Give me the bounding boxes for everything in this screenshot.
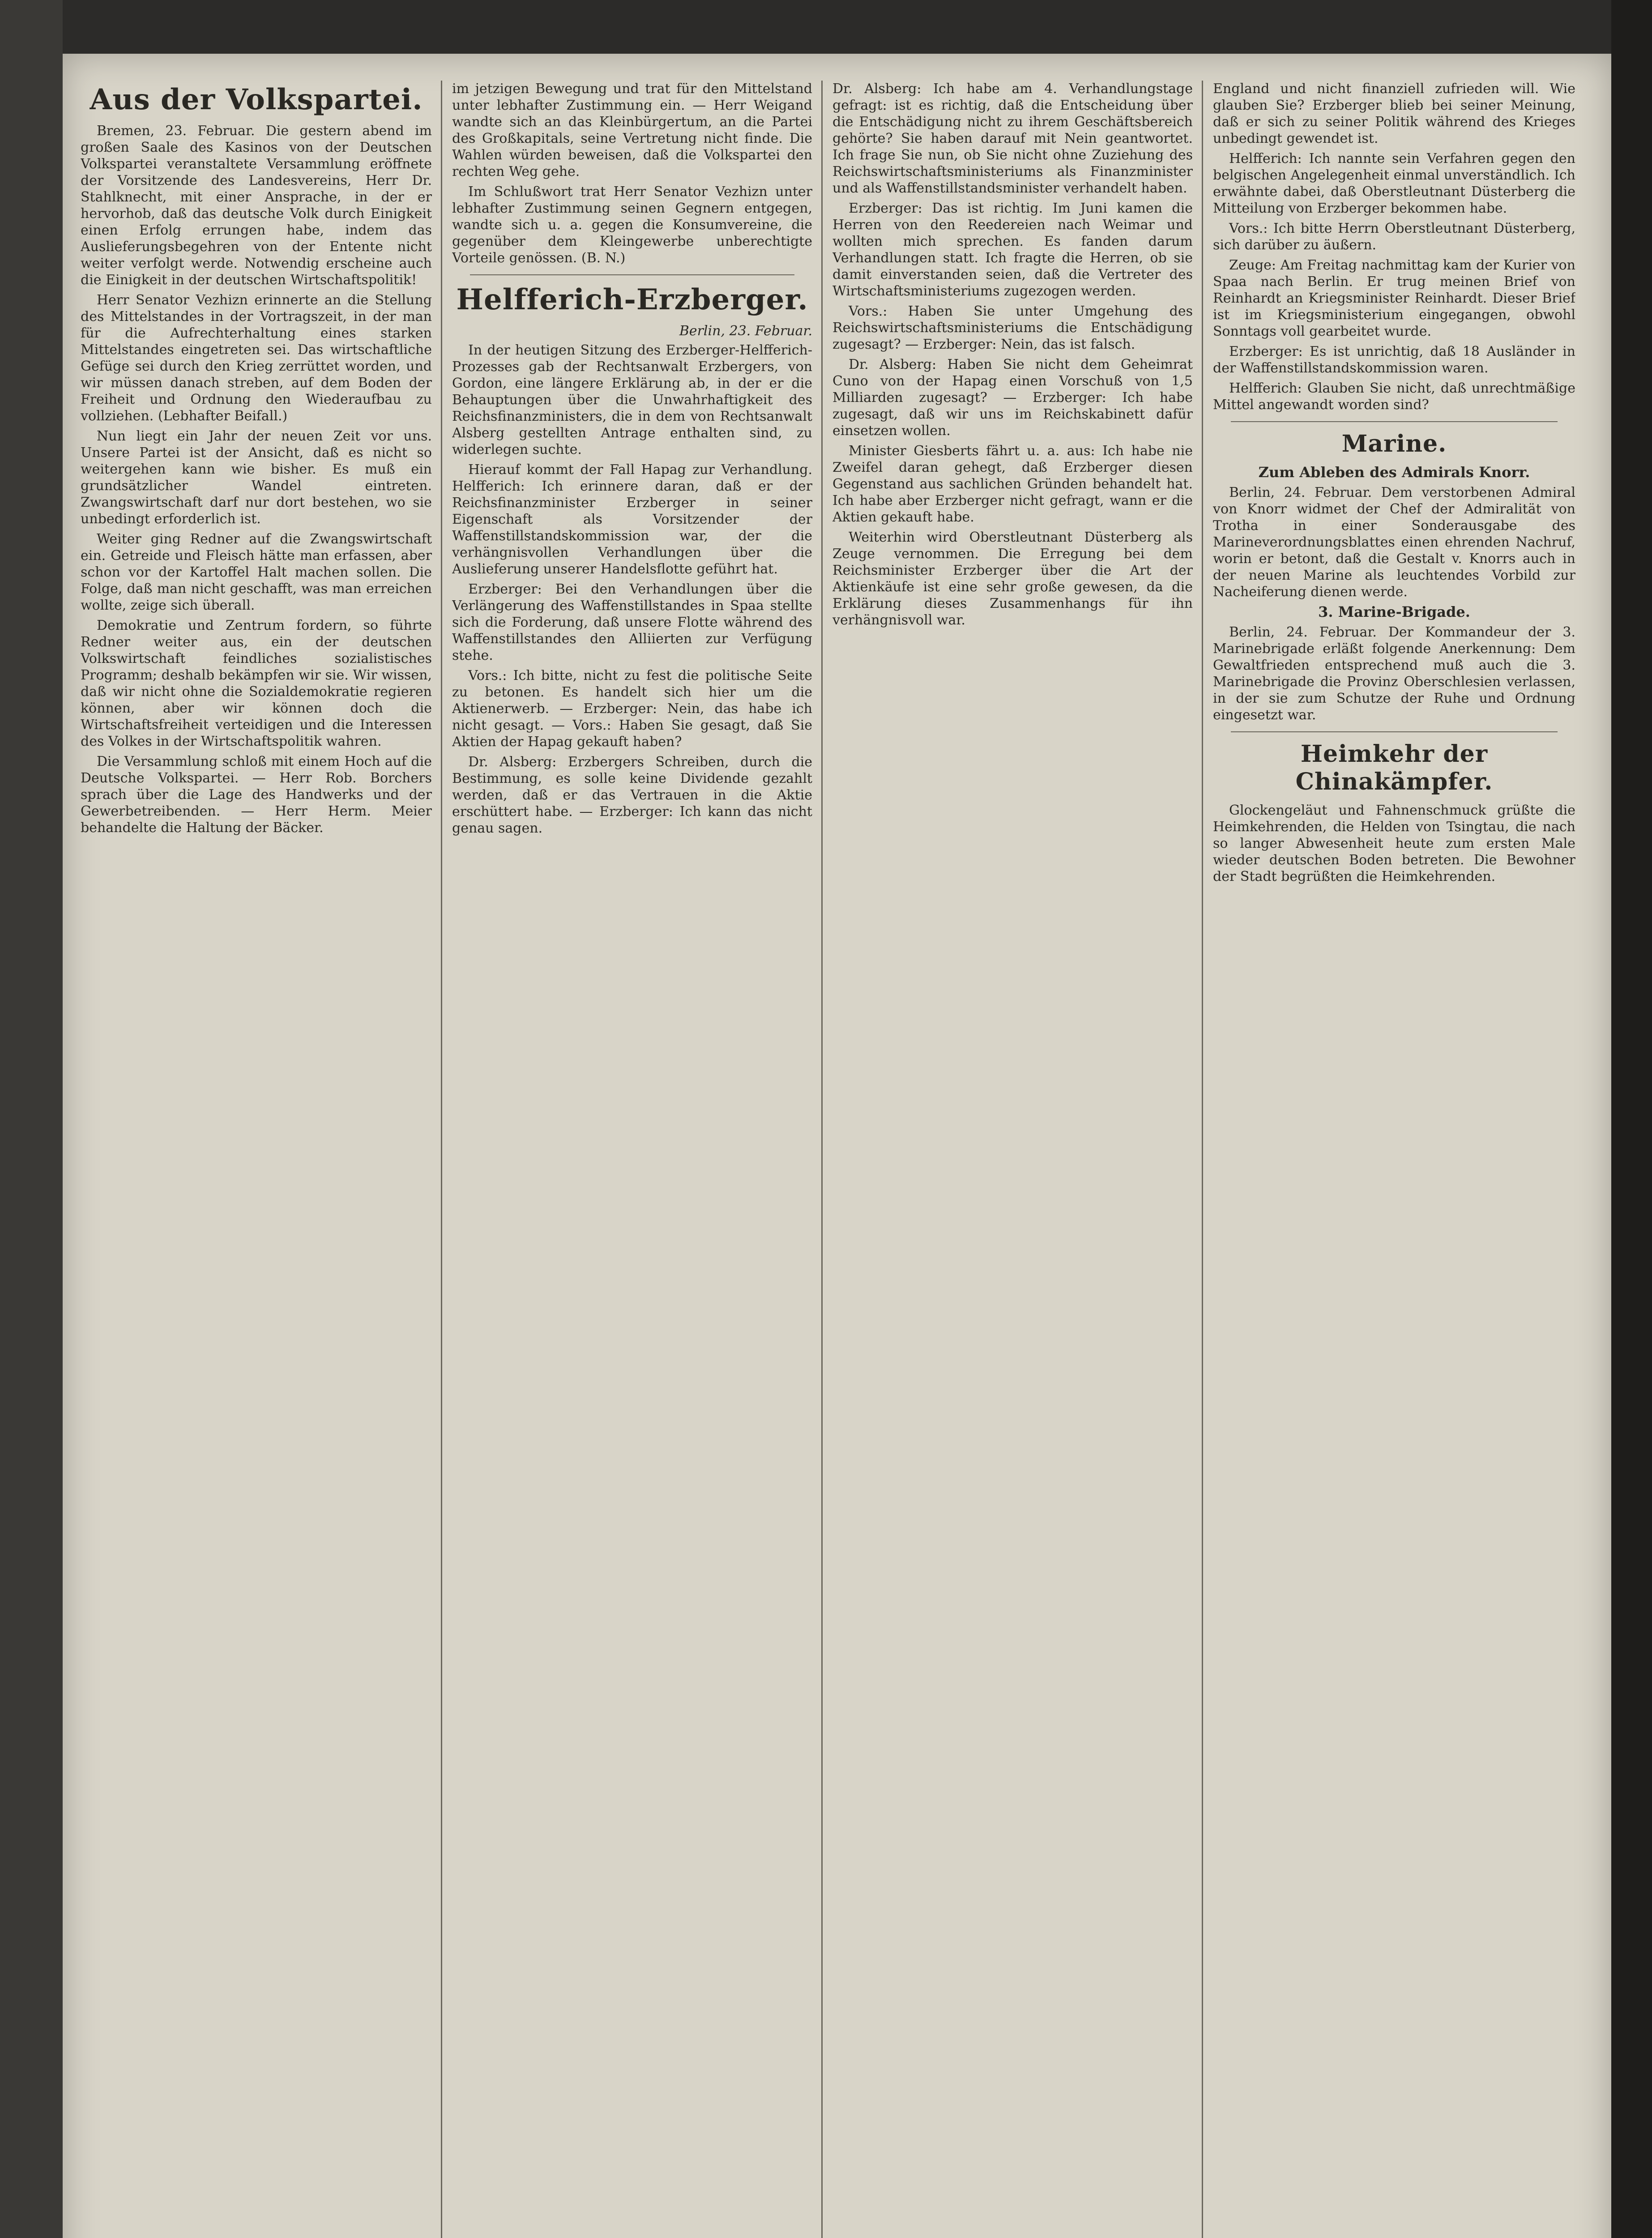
article-title: Helfferich-Erzberger. (456, 283, 808, 316)
paragraph: Helfferich: Ich nannte sein Verfahren gegen den belgischen Angelegenheit einmal unverständlich. Ich erwähnte dabei, daß Oberstleutnant Düsterberg die Mitteilung von Erzberger bekommen habe. (1213, 151, 1575, 216)
newspaper-page (63, 54, 1611, 2238)
article-body (81, 123, 432, 836)
paragraph: Zeuge: Am Freitag nachmittag kam der Kurier von Spaa nach Berlin. Er trug meinen Brief von Reinhardt an Kriegsminister Reinhardt. Dieser Brief ist im Kriegsministerium eingegangen, obwohl Sonntags voll gearbeitet wurde. (1213, 257, 1575, 339)
paragraph: Herr Senator Vezhizn erinnerte an die Stellung des Mittelstandes in der Vortragszeit, in der man für die Aufrechterhaltung eines starken Mittelstandes eingetreten sei. Das wirtschaftliche Gefüge sei durch den Krieg zerrüttet worden, und wir müssen danach streben, auf dem Boden der Freiheit und Ordnung den Wiederaufbau zu vollziehen. (Lebhafter Beifall.) (81, 292, 432, 424)
article-continuation (1213, 81, 1575, 413)
article-title: Heimkehr der Chinakämpfer. (1295, 740, 1493, 795)
article-divider (1231, 421, 1558, 422)
dateline: Berlin, 23. Februar. (679, 323, 812, 339)
article-continuation (832, 81, 1193, 628)
paragraph: Dr. Alsberg: Erzbergers Schreiben, durch die Bestimmung, es solle keine Dividende gezahlt werden, daß er das Vertrauen in die Aktie erschüttert habe. — Erzberger: Ich kann das nicht genau sagen. (452, 754, 812, 836)
paragraph: Erzberger: Es ist unrichtig, daß 18 Ausländer in der Waffenstillstandskommission waren. (1213, 344, 1575, 376)
paragraph: Nun liegt ein Jahr der neuen Zeit vor uns. Unsere Partei ist der Ansicht, daß es nicht so weitergehen kann wie bisher. Es muß ein grundsätzlicher Wandel eintreten. Zwangswirtschaft darf nur dort bestehen, wo sie unbedingt erforderlich ist. (81, 428, 432, 527)
article-title: Aus der Volkspartei. (90, 83, 423, 116)
paragraph: Weiter ging Redner auf die Zwangswirtschaft ein. Getreide und Fleisch hätte man erfassen, aber schon vor der Kartoffel Halt machen sollen. Die Folge, daß man nicht geschafft, was man erreichen wollte, zeige sich überall. (81, 531, 432, 613)
column-rule (821, 81, 823, 2238)
paragraph: Berlin, 24. Februar. Dem verstorbenen Admiral von Knorr widmet der Chef der Admiralität von Trotha in einer Sonderausgabe des Marineverordnungsblattes einen ehrenden Nachruf, worin er betont, daß die Gestalt v. Knorrs auch in der neuen Marine als leuchtendes Vorbild zur Nacheiferung dienen werde. (1213, 485, 1575, 600)
subheading: 3. Marine-Brigade. (1318, 603, 1470, 620)
paragraph: Demokratie und Zentrum fordern, so führte Redner weiter aus, ein der deutschen Volkswirtschaft feindliches sozialistisches Programm; deshalb bekämpfen wir sie. Wir wissen, daß wir nicht ohne die Sozialdemokratie regieren können, aber wir können doch die Wirtschaftsfreiheit verteidigen und die Interessen des Volkes in der Wirtschaftspolitik wahren. (81, 618, 432, 749)
paragraph: In der heutigen Sitzung des Erzberger-Helfferich-Prozesses gab der Rechtsanwalt Erzbergers, von Gordon, eine längere Erklärung ab, in der er die Behauptungen über die Unwahrhaftigkeit des Reichsfinanzministers, die in dem von Rechtsanwalt Alsberg gestellten Antrage enthalten sind, zu widerlegen suchte. (452, 342, 812, 457)
paragraph: Vors.: Ich bitte, nicht zu fest die politische Seite zu betonen. Es handelt sich hier um die Aktienerwerb. — Erzberger: Nein, das habe ich nicht gesagt. — Vors.: Haben Sie gesagt, daß Sie Aktien der Hapag gekauft haben? (452, 668, 812, 750)
paragraph: Vors.: Ich bitte Herrn Oberstleutnant Düsterberg, sich darüber zu äußern. (1213, 221, 1575, 253)
column-3 (832, 81, 1193, 2238)
paragraph: Im Schlußwort trat Herr Senator Vezhizn unter lebhafter Zustimmung seinen Gegnern entgegen, wandte sich u. a. gegen die Konsumvereine, die gegenüber dem Kleingewerbe unberechtigte Vorteile genössen. (B. N.) (452, 184, 812, 266)
scanner-left-margin (0, 0, 63, 2238)
paragraph: Vors.: Haben Sie unter Umgehung des Reichswirtschaftsministeriums die Entschädigung zugesagt? — Erzberger: Nein, das ist falsch. (832, 303, 1193, 352)
section-title: Marine. (1341, 430, 1447, 457)
column-rule (1202, 81, 1203, 2238)
paragraph: Dr. Alsberg: Haben Sie nicht dem Geheimrat Cuno von der Hapag einen Vorschuß von 1,5 Milliarden zugesagt? — Erzberger: Ich habe zugesagt, daß wir uns im Reichskabinett dafür einsetzen wollen. (832, 357, 1193, 439)
paragraph: Berlin, 24. Februar. Der Kommandeur der 3. Marinebrigade erläßt folgende Anerkennung: Dem Gewaltfrieden entsprechend muß auch die 3. Marinebrigade die Provinz Oberschlesien verlassen, in der sie zum Schutze der Ruhe und Ordnung eingesetzt war. (1213, 624, 1575, 723)
paragraph: Minister Giesberts fährt u. a. aus: Ich habe nie Zweifel daran gehegt, daß Erzberger diesen Gegenstand aus sachlichen Gründen behandelt hat. Ich habe aber Erzberger nicht gefragt, wann er die Aktien gekauft habe. (832, 443, 1193, 525)
paragraph: Hierauf kommt der Fall Hapag zur Verhandlung. Helfferich: Ich erinnere daran, daß er der Reichsfinanzminister Erzberger in seiner Eigenschaft als Vorsitzender der Waffenstillstandskommission war, der die verhängnisvollen Verhandlungen über die Auslieferung unserer Handelsflotte geführt hat. (452, 462, 812, 577)
column-4 (1213, 81, 1575, 2238)
scanner-right-edge (1611, 0, 1652, 2238)
paragraph: Dr. Alsberg: Ich habe am 4. Verhandlungstage gefragt: ist es richtig, daß die Entscheidung über die Entschädigung nicht zu ihrem Geschäftsbereich gehörte? Sie haben darauf mit Nein geantwortet. Ich frage Sie nun, ob Sie nicht ohne Zuziehung des Reichswirtschaftsministeriums als Finanzminister und als Waffenstillstandsminister verhandelt haben. (832, 81, 1193, 196)
article-divider (470, 274, 794, 275)
subheading: Zum Ableben des Admirals Knorr. (1258, 464, 1530, 481)
column-1 (81, 81, 432, 2238)
paragraph: Glockengeläut und Fahnenschmuck grüßte die Heimkehrenden, die Helden von Tsingtau, die nach so langer Abwesenheit heute zum ersten Male wieder deutschen Boden betreten. Die Bewohner der Stadt begrüßten die Heimkehrenden. (1213, 803, 1575, 884)
paragraph: England und nicht finanziell zufrieden will. Wie glauben Sie? Erzberger blieb bei seiner Meinung, daß er sich zu seiner Politik während des Krieges unbedingt gewendet ist. (1213, 81, 1575, 146)
paragraph: Erzberger: Das ist richtig. Im Juni kamen die Herren von den Reedereien nach Weimar und wollten mich sprechen. Es fanden darum Verhandlungen statt. Ich fragte die Herren, ob sie damit einverstanden seien, daß die Vertreter des Wirtschaftsministeriums zugezogen werden. (832, 201, 1193, 299)
article-divider (1231, 731, 1558, 732)
paragraph: Bremen, 23. Februar. Die gestern abend im großen Saale des Kasinos von der Deutschen Volkspartei veranstaltete Versammlung eröffnete der Vorsitzende des Landesvereins, Herr Dr. Stahlknecht, mit einer Ansprache, in der er hervorhob, daß das deutsche Volk durch Einigkeit einen Erfolg errungen habe, indem das Auslieferungsbegehren von der Entente nicht weiter verfolgt werde. Notwendig erscheine auch die Einigkeit in der deutschen Wirtschaftspolitik! (81, 123, 432, 288)
paragraph: Weiterhin wird Oberstleutnant Düsterberg als Zeuge vernommen. Die Erregung bei dem Reichsminister Erzberger über die Art der Aktienkäufe ist eine sehr große gewesen, da die Erklärung dieses Zusammenhangs für ihn verhängnisvoll war. (832, 530, 1193, 628)
paragraph: im jetzigen Bewegung und trat für den Mittelstand unter lebhafter Zustimmung ein. — Herr Weigand wandte sich an das Kleinbürgertum, an die Partei des Großkapitals, seine Vertretung nicht finde. Die Wahlen würden beweisen, daß die Volkspartei den rechten Weg gehe. (452, 81, 812, 179)
paragraph: Die Versammlung schloß mit einem Hoch auf die Deutsche Volkspartei. — Herr Rob. Borchers sprach über die Lage des Handwerks und der Gewerbetreibenden. — Herr Herm. Meier behandelte die Haltung der Bäcker. (81, 754, 432, 836)
article-body (452, 342, 812, 837)
column-rule (441, 81, 442, 2238)
article-continuation (452, 81, 812, 266)
paragraph: Erzberger: Bei den Verhandlungen über die Verlängerung des Waffenstillstandes in Spaa stellte sich die Forderung, daß unsere Flotte während des Waffenstillstandes den Alliierten zur Verfügung stehe. (452, 581, 812, 663)
paragraph: Helfferich: Glauben Sie nicht, daß unrechtmäßige Mittel angewandt worden sind? (1213, 380, 1575, 413)
column-2 (452, 81, 812, 2238)
